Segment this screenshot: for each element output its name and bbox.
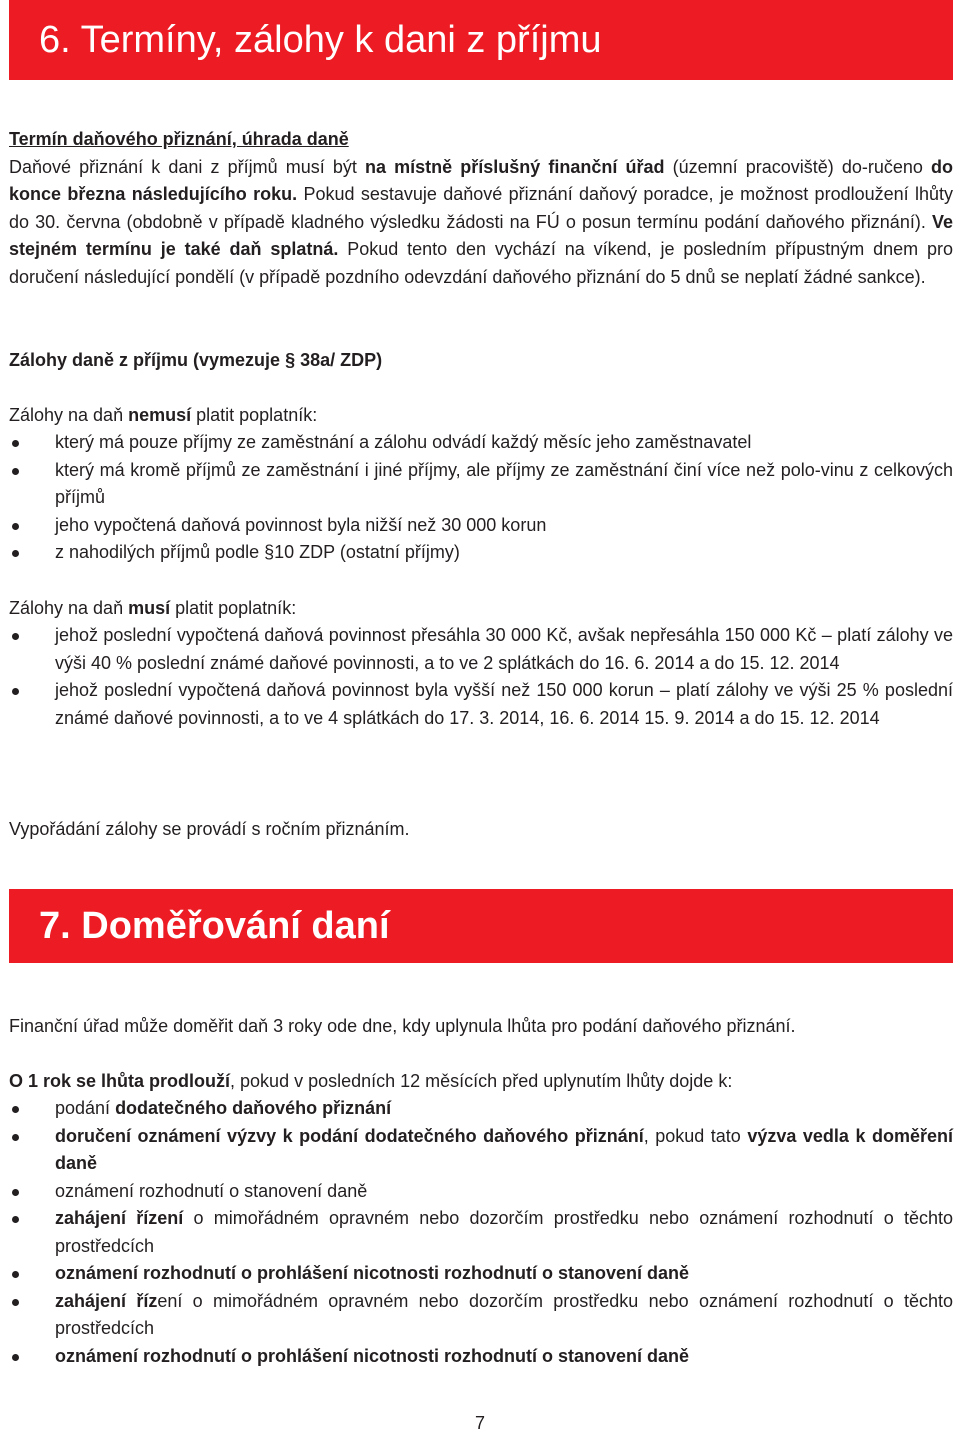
advances-heading: Zálohy daně z příjmu (vymezuje § 38a/ ZDP)	[9, 350, 383, 370]
list-item: jeho vypočtená daňová povinnost byla nižší než 30 000 korun	[9, 512, 953, 540]
list-item: který má kromě příjmů ze zaměstnání i jiné příjmy, ale příjmy ze zaměstnání činí více než polo-vinu z celkových příjmů	[9, 457, 953, 512]
text-run: Pokud sestavuje daňové přiznání daňový poradce, je možnost prodloužení lhůty do 30. června (obdobně v případě kladného výsledku žádosti na FÚ o posun termínu podání daňového přiznání).	[9, 184, 953, 232]
bold-text: Ve stejném termínu je také daň splatná.	[9, 211, 953, 259]
extension-list	[9, 1095, 953, 1370]
bold-text: dodatečného daňového přiznání	[115, 1098, 392, 1118]
list-item: jehož poslední vypočtená daňová povinnost byla vyšší než 150 000 korun – platí zálohy ve výši 25 % poslední známé daňové povinnosti, a to ve 4 splátkách do 17. 3. 2014, 16. 6. 2014 15. 9. 2014 a do 15. 12. 2014	[9, 677, 953, 732]
section-6-title: 6. Termíny, zálohy k dani z příjmu	[39, 19, 602, 61]
deadline-heading: Termín daňového přiznání, úhrada daně	[9, 129, 349, 149]
list-item: jehož poslední vypočtená daňová povinnost přesáhla 30 000 Kč, avšak nepřesáhla 150 000 Kč – platí zálohy ve výši 40 % poslední známé daňové povinnosti, a to ve 2 splátkách do 16. 6. 2014 a do 15. 12. 2014	[9, 622, 953, 677]
section-7-title: 7. Doměřování daní	[39, 905, 390, 947]
list-item	[9, 1095, 953, 1123]
deadline-section	[9, 126, 953, 291]
text-run: Daňové přiznání k dani z příjmů musí být	[9, 156, 365, 177]
list-item	[9, 1123, 953, 1178]
not-required-list	[9, 429, 953, 567]
bold-text: oznámení rozhodnutí o prohlášení nicotnosti rozhodnutí o stanovení daně	[55, 1263, 689, 1283]
bold-text: O 1 rok se lhůta prodlouží	[9, 1071, 231, 1091]
bold-text: oznámení rozhodnutí o prohlášení nicotnosti rozhodnutí o stanovení daně	[55, 1345, 689, 1366]
text-run: o mimořádném opravném nebo dozorčím prostředku nebo oznámení rozhodnutí o těchto prostředcích	[55, 1208, 953, 1256]
list-item	[9, 1205, 953, 1260]
text-run: platit poplatník:	[170, 598, 297, 618]
list-item	[9, 1260, 953, 1288]
text-run: (územní pracoviště) do-ručeno	[664, 156, 931, 177]
text-run: , pokud v posledních 12 měsících před uplynutím lhůty dojde k:	[230, 1071, 733, 1091]
bold-text: zahájení řízení	[55, 1208, 184, 1228]
list-item	[9, 1288, 953, 1343]
bold-text: doručení oznámení výzvy k podání dodatečného daňového přiznání	[55, 1125, 644, 1146]
text-run: Zálohy na daň	[9, 405, 129, 425]
extension-intro	[9, 1068, 953, 1096]
list-item: z nahodilých příjmů podle §10 ZDP (ostatní příjmy)	[9, 539, 953, 567]
page-number: 7	[474, 1413, 485, 1433]
bold-text: výzva vedla k doměření daně	[55, 1125, 953, 1173]
deadline-paragraph	[9, 154, 953, 292]
text-run: Zálohy na daň	[9, 598, 129, 618]
bold-text: do konce března následujícího roku.	[9, 156, 953, 204]
text-run: Pokud tento den vychází na víkend, je posledním přípustným dnem pro doručení následující pondělí (v případě pozdního odevzdání daňového přiznání do 5 dnů se neplatí žádné sankce).	[9, 239, 953, 287]
list-item: který má pouze příjmy ze zaměstnání a zálohu odvádí každý měsíc jeho zaměstnavatel	[9, 429, 953, 457]
bold-text: nemusí	[128, 405, 192, 425]
required-list	[9, 622, 953, 732]
bold-text: na místně příslušný finanční úřad	[364, 156, 665, 177]
bold-text: musí	[128, 598, 171, 618]
text-run: , pokud tato	[643, 1125, 748, 1146]
section-6-banner	[9, 0, 953, 80]
list-item	[9, 1178, 953, 1206]
text-run: oznámení rozhodnutí o stanovení daně	[55, 1180, 368, 1201]
bold-text: zahájení říz	[55, 1290, 158, 1311]
text-run: platit poplatník:	[191, 405, 318, 425]
settlement-note: Vypořádání zálohy se provádí s ročním přiznáním.	[9, 819, 410, 839]
text-run: podání	[55, 1098, 116, 1118]
not-required-intro	[9, 402, 953, 430]
list-item	[9, 1343, 953, 1371]
assessment-intro: Finanční úřad může doměřit daň 3 roky ode dne, kdy uplynula lhůta pro podání daňového přiznání.	[9, 1016, 796, 1036]
required-intro	[9, 595, 953, 623]
section-7-banner	[9, 889, 953, 963]
text-run: ení o mimořádném opravném nebo dozorčím prostředku nebo oznámení rozhodnutí o těchto prostředcích	[55, 1290, 953, 1338]
